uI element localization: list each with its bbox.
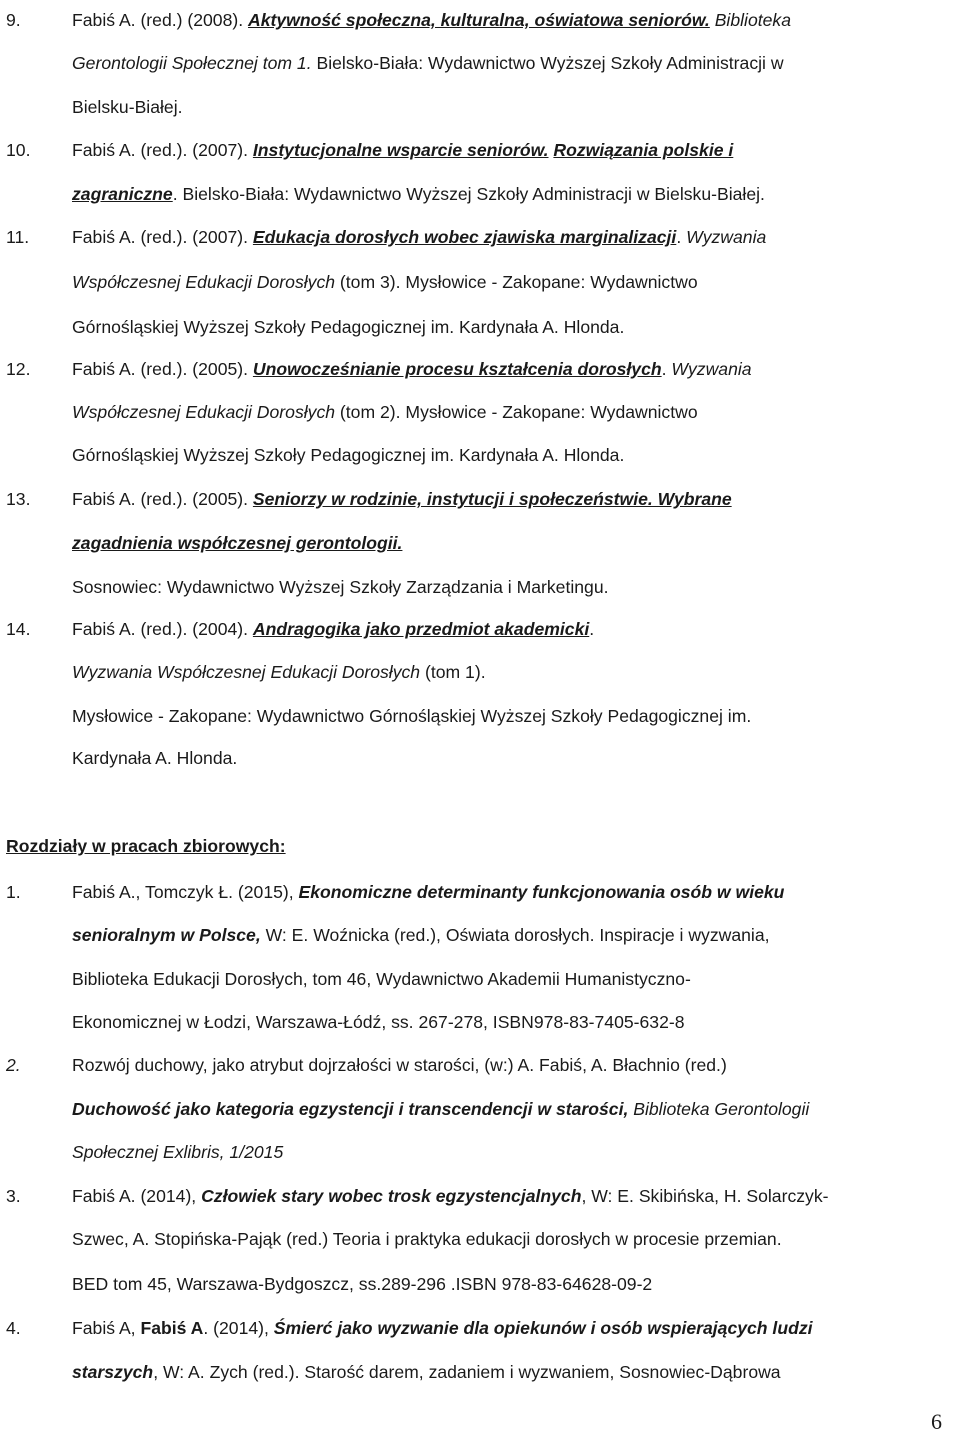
entry-line [72, 1097, 809, 1121]
text-segment: , W: A. Zych (red.). Starość darem, zadaniem i wyzwaniem, Sosnowiec-Dąbrowa [153, 1362, 781, 1382]
entry-line [72, 1053, 727, 1077]
text-segment: (tom 1). [420, 662, 486, 682]
text-segment: Duchowość jako kategoria egzystencji i transcendencji w starości, [72, 1099, 629, 1119]
text-segment: Fabiś A. (red.). (2004). [72, 619, 253, 639]
entry-number: 13. [6, 489, 31, 509]
entry-number: 14. [6, 619, 31, 639]
entry-line [72, 1316, 813, 1340]
text-segment: Fabiś A [140, 1318, 204, 1338]
text-segment: W: E. Woźnicka (red.), Oświata dorosłych. Inspiracje i wyzwania, [260, 925, 770, 945]
text-segment: Górnośląskiej Wyższej Szkoły Pedagogicznej im. Kardynała A. Hlonda. [72, 445, 625, 465]
text-segment: Biblioteka Gerontologii [628, 1099, 810, 1119]
entry-line [72, 225, 766, 249]
text-segment: Szwec, A. Stopińska-Pająk (red.) Teoria i praktyka edukacji dorosłych w procesie przemian. [72, 1229, 782, 1249]
text-segment: Rozwój duchowy, jako atrybut dojrzałości w starości, (w:) A. Fabiś, A. Błachnio (red.) [72, 1055, 727, 1075]
entry-line [72, 95, 183, 119]
entry-number: 9. [6, 10, 21, 30]
text-segment: Ekonomiczne determinanty funkcjonowania osób w wieku [298, 882, 785, 902]
entry-number: 2. [6, 1055, 21, 1075]
text-segment: . Bielsko-Biała: Wydawnictwo Wyższej Szkoły Administracji w Bielsku-Białej. [172, 184, 765, 204]
entry-line [72, 8, 791, 32]
entry-line [72, 270, 698, 294]
entry-line [72, 51, 784, 75]
entry-line [72, 138, 733, 162]
text-segment: Współczesnej Edukacji Dorosłych [72, 272, 336, 292]
entry-line [72, 1272, 652, 1296]
entry-line [72, 880, 784, 904]
entry-line [72, 315, 624, 339]
entry-line [72, 357, 752, 381]
entry-number: 12. [6, 359, 31, 379]
text-segment: , W: E. Skibińska, H. Solarczyk- [581, 1186, 829, 1206]
text-segment: Wyzwania [671, 359, 752, 379]
text-segment: Aktywność społeczna, kulturalna, oświatowa seniorów. [248, 10, 710, 30]
entry-line [72, 487, 732, 511]
entry-line [72, 400, 698, 424]
text-segment: Bielsku-Białej. [72, 97, 183, 117]
entry-line [72, 704, 751, 728]
text-segment: Górnośląskiej Wyższej Szkoły Pedagogicznej im. Kardynała A. Hlonda. [72, 317, 625, 337]
entry-line [72, 1140, 283, 1164]
text-segment: . [589, 619, 595, 639]
text-segment: Gerontologii Społecznej tom 1. [72, 53, 312, 73]
entry-number: 10. [6, 140, 31, 160]
entry-number: 4. [6, 1318, 21, 1338]
entry-line [72, 746, 237, 770]
text-segment: Biblioteka Edukacji Dorosłych, tom 46, Wydawnictwo Akademii Humanistyczno- [72, 969, 691, 989]
entry-line [72, 182, 765, 206]
text-segment: (tom 3). Mysłowice - Zakopane: Wydawnictwo [335, 272, 698, 292]
entry-line [72, 531, 402, 555]
text-segment: zagraniczne [72, 184, 173, 204]
entry-line [72, 967, 691, 991]
text-segment: Instytucjonalne wsparcie seniorów. [252, 140, 549, 160]
entry-line [72, 443, 624, 467]
text-segment: Kardynała A. Hlonda. [72, 748, 238, 768]
entry-number: 11. [6, 227, 30, 247]
entry-line [72, 1184, 829, 1208]
text-segment: . [661, 359, 672, 379]
entry-number: 1. [6, 882, 21, 902]
text-segment: Wyzwania [686, 227, 767, 247]
entry-line [72, 660, 486, 684]
text-segment: Śmierć jako wyzwanie dla opiekunów i osób wspierających ludzi [273, 1318, 813, 1338]
text-segment: Fabiś A. (2014), [72, 1186, 202, 1206]
entry-line [72, 1010, 685, 1034]
entry-line [72, 617, 594, 641]
text-segment: Bielsko-Biała: Wydawnictwo Wyższej Szkoły Administracji w [311, 53, 784, 73]
text-segment: Społecznej Exlibris, 1/2015 [72, 1142, 284, 1162]
text-segment: Biblioteka [709, 10, 791, 30]
entry-line [72, 1227, 782, 1251]
text-segment: Fabiś A, [72, 1318, 141, 1338]
text-segment: . [676, 227, 687, 247]
text-segment: Rozwiązania polskie i [553, 140, 734, 160]
text-segment: starszych [72, 1362, 154, 1382]
entry-number: 3. [6, 1186, 21, 1206]
text-segment: Sosnowiec: Wydawnictwo Wyższej Szkoły Zarządzania i Marketingu. [72, 577, 609, 597]
entry-line [72, 575, 609, 599]
text-segment: Seniorzy w rodzinie, instytucji i społeczeństwie. Wybrane [252, 489, 732, 509]
text-segment: Fabiś A. (red.) (2008). [72, 10, 249, 30]
text-segment: . (2014), [203, 1318, 274, 1338]
text-segment: BED tom 45, Warszawa-Bydgoszcz, ss.289-296 .ISBN 978-83-64628-09-2 [72, 1274, 653, 1294]
text-segment: Fabiś A. (red.). (2005). [72, 489, 253, 509]
text-segment: Człowiek stary wobec trosk egzystencjalnych [201, 1186, 582, 1206]
chapters-heading: Rozdziały w pracach zbiorowych: [6, 836, 286, 856]
text-segment: Fabiś A. (red.). (2005). [72, 359, 253, 379]
text-segment: Współczesnej Edukacji Dorosłych [72, 402, 336, 422]
text-segment: Unowocześnianie procesu kształcenia dorosłych [252, 359, 662, 379]
entry-line [72, 1360, 781, 1384]
text-segment: Andragogika jako przedmiot akademicki [252, 619, 590, 639]
text-segment: Ekonomicznej w Łodzi, Warszawa-Łódź, ss. 267-278, ISBN978-83-7405-632-8 [72, 1012, 685, 1032]
text-segment: Edukacja dorosłych wobec zjawiska marginalizacji [252, 227, 677, 247]
text-segment: Fabiś A. (red.). (2007). [72, 227, 253, 247]
text-segment: Fabiś A. (red.). (2007). [72, 140, 253, 160]
text-segment: Wyzwania Współczesnej Edukacji Dorosłych [72, 662, 421, 682]
text-segment: senioralnym w Polsce, [72, 925, 261, 945]
text-segment: Fabiś A., Tomczyk Ł. (2015), [72, 882, 299, 902]
page-number: 6 [931, 1409, 942, 1434]
text-segment: Mysłowice - Zakopane: Wydawnictwo Górnośląskiej Wyższej Szkoły Pedagogicznej im. [72, 706, 752, 726]
text-segment: zagadnienia współczesnej gerontologii. [72, 533, 403, 553]
text-segment: (tom 2). Mysłowice - Zakopane: Wydawnictwo [335, 402, 698, 422]
entry-line [72, 923, 770, 947]
